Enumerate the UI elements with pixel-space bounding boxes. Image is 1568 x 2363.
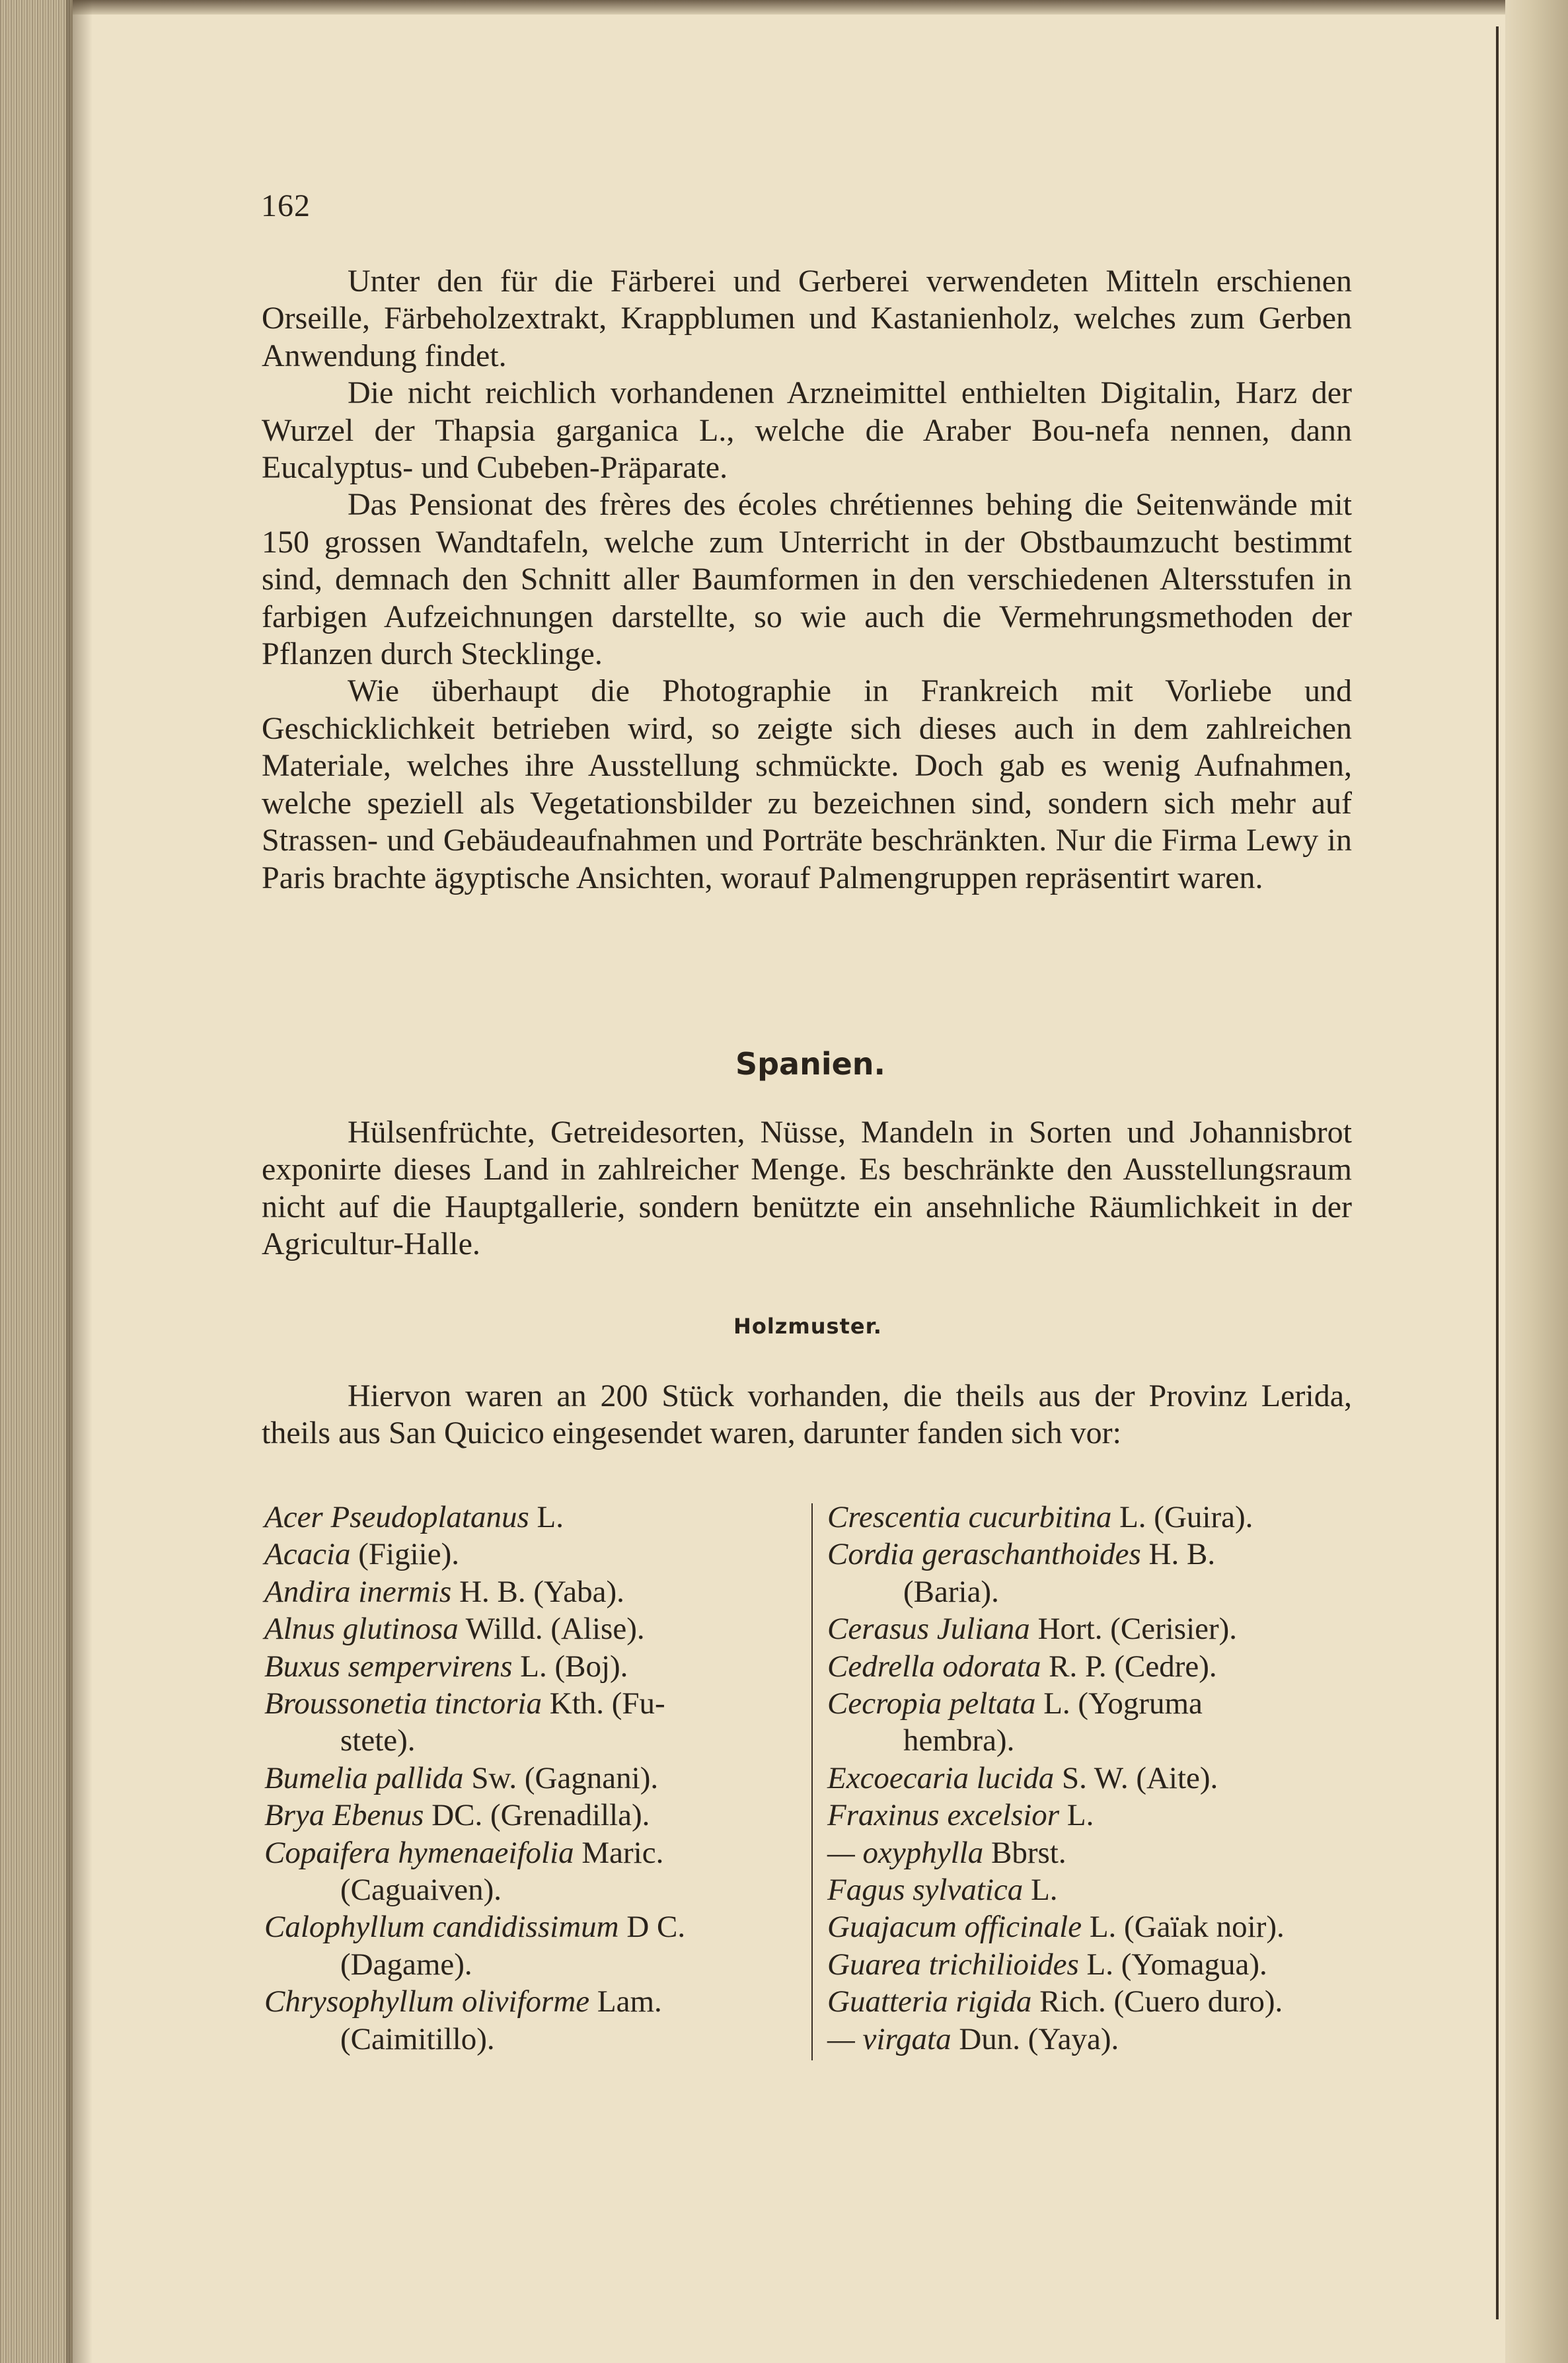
species-entry-continuation: (Baria). bbox=[903, 1574, 999, 1609]
species-details: Maric. bbox=[574, 1835, 664, 1870]
page-number: 162 bbox=[261, 188, 311, 223]
species-name: Fraxinus excelsior bbox=[827, 1798, 1060, 1833]
species-entry bbox=[264, 1648, 793, 1685]
species-entry bbox=[827, 1648, 1369, 1685]
text-block-spanien bbox=[262, 1114, 1352, 1263]
species-name: Bumelia pallida bbox=[264, 1760, 464, 1795]
species-details: Hort. (Cerisier). bbox=[1029, 1612, 1238, 1647]
species-entry bbox=[264, 1983, 793, 2020]
species-name: — virgata bbox=[827, 2021, 952, 2056]
species-name: Fagus sylvatica bbox=[827, 1873, 1024, 1908]
species-entry bbox=[827, 1834, 1369, 1871]
species-name: Cordia geraschanthoides bbox=[827, 1537, 1141, 1572]
species-details: (Figiie). bbox=[350, 1537, 459, 1572]
species-list-right bbox=[827, 1499, 1369, 2058]
species-details: Bbrst. bbox=[983, 1835, 1066, 1870]
species-name: Chrysophyllum oliviforme bbox=[264, 1984, 590, 2019]
species-name: Guajacum officinale bbox=[827, 1910, 1082, 1945]
species-entry bbox=[827, 1871, 1369, 1908]
species-details: H. B. (Yaba). bbox=[451, 1574, 624, 1609]
subsection-heading-holzmuster: Holzmuster. bbox=[733, 1314, 882, 1339]
species-details: Sw. (Gagnani). bbox=[463, 1760, 659, 1795]
species-entry bbox=[827, 1908, 1369, 1945]
species-name: Cedrella odorata bbox=[827, 1649, 1041, 1684]
species-details: L. (Boj). bbox=[512, 1649, 628, 1684]
species-entry bbox=[264, 1685, 793, 1722]
species-details: L. bbox=[1023, 1873, 1058, 1908]
species-entry bbox=[827, 1797, 1369, 1834]
species-name: Guatteria rigida bbox=[827, 1984, 1032, 2019]
species-entry-continuation: stete). bbox=[340, 1723, 416, 1758]
species-name: — oxyphylla bbox=[827, 1835, 984, 1870]
species-name: Broussonetia tinctoria bbox=[264, 1686, 542, 1721]
species-name: Cerasus Juliana bbox=[827, 1612, 1030, 1647]
species-entry bbox=[827, 1685, 1369, 1722]
paragraph: Die nicht reichlich vorhandenen Arzneimittel enthielten Digitalin, Harz der Wurzel der Thapsia garganica L., welche die Araber Bou-nefa nennen, dann Eucalyptus- und Cubeben-Präparate. bbox=[262, 375, 1352, 486]
species-details: L. bbox=[1059, 1798, 1094, 1833]
species-details: S. W. (Aite). bbox=[1054, 1760, 1218, 1795]
species-details: L. (Yogruma bbox=[1035, 1686, 1203, 1721]
species-entry bbox=[264, 1610, 793, 1647]
species-details: Rich. (Cuero duro). bbox=[1031, 1984, 1283, 2019]
species-entry bbox=[827, 1610, 1369, 1647]
species-entry bbox=[827, 1499, 1369, 1536]
species-details: Kth. (Fu- bbox=[541, 1686, 665, 1721]
species-name: Brya Ebenus bbox=[264, 1798, 424, 1833]
species-name: Andira inermis bbox=[264, 1574, 452, 1609]
species-details: L. (Guira). bbox=[1111, 1500, 1253, 1534]
paragraph: Unter den für die Färberei und Gerberei verwendeten Mitteln erschienen Orseille, Färbeholzextrakt, Krappblumen und Kastanienholz, welches zum Gerben Anwendung findet. bbox=[262, 264, 1352, 373]
species-name: Acacia bbox=[264, 1537, 351, 1572]
species-entry bbox=[264, 1760, 793, 1797]
species-entry bbox=[264, 1797, 793, 1834]
species-details: Dun. (Yaya). bbox=[951, 2021, 1119, 2056]
species-details: L. (Gaïak noir). bbox=[1082, 1910, 1285, 1945]
species-details: Lam. bbox=[589, 1984, 662, 2019]
species-entry bbox=[827, 1760, 1369, 1797]
species-name: Calophyllum candidissimum bbox=[264, 1910, 619, 1945]
species-name: Excoecaria lucida bbox=[827, 1760, 1055, 1795]
species-details: L. (Yomagua). bbox=[1078, 1947, 1267, 1982]
species-entry bbox=[264, 1834, 793, 1871]
species-entry-continuation: (Caimitillo). bbox=[340, 2021, 495, 2056]
species-details: L. bbox=[529, 1500, 564, 1534]
species-entry bbox=[264, 1908, 793, 1945]
species-name: Buxus sempervirens bbox=[264, 1649, 513, 1684]
paragraph: Hülsenfrüchte, Getreidesorten, Nüsse, Mandeln in Sorten und Johannisbrot exponirte dieses Land in zahlreicher Menge. Es beschränkte den Ausstellungsraum nicht auf die Hauptgallerie, sondern benützte ein ansehnliche Räumlichkeit in der Agricultur-Halle. bbox=[262, 1115, 1352, 1262]
species-entry bbox=[264, 1536, 793, 1573]
section-heading-spanien: Spanien. bbox=[735, 1046, 886, 1082]
paragraph: Hiervon waren an 200 Stück vorhanden, die theils aus der Provinz Lerida, theils aus San Quicico eingesendet waren, darunter fanden sich vor: bbox=[262, 1378, 1352, 1451]
paragraph: Wie überhaupt die Photographie in Frankreich mit Vorliebe und Geschicklichkeit betrieben wird, so zeigte sich dieses auch in dem zahlreichen Materiale, welches ihre Ausstellung schmückte. Doch gab es wenig Aufnahmen, welche speziell als Vegetationsbilder zu bezeichnen sind, sondern sich mehr auf Strassen- und Gebäudeaufnahmen und Porträte beschränkten. Nur die Firma Lewy in Paris brachte ägyptische Ansichten, worauf Palmengruppen repräsentirt waren. bbox=[262, 673, 1352, 895]
species-name: Copaifera hymenaeifolia bbox=[264, 1835, 574, 1870]
species-entry-continuation: (Dagame). bbox=[340, 1947, 472, 1982]
species-details: DC. (Grenadilla). bbox=[424, 1798, 650, 1833]
species-details: R. P. (Cedre). bbox=[1041, 1649, 1217, 1684]
species-details: Willd. (Alise). bbox=[458, 1612, 645, 1647]
paragraph: Das Pensionat des frères des écoles chrétiennes behing die Seitenwände mit 150 grossen Wandtafeln, welche zum Unterricht in der Obstbaumzucht bestimmt sind, demnach den Schnitt aller Baumformen in den verschiedenen Altersstufen in farbigen Aufzeichnungen darstellte, so wie auch die Vermehrungsmethoden der Pflanzen durch Stecklinge. bbox=[262, 487, 1352, 672]
species-entry bbox=[827, 1946, 1369, 1983]
species-details: H. B. bbox=[1140, 1537, 1216, 1572]
species-entry bbox=[827, 2021, 1369, 2058]
species-name: Guarea trichilioides bbox=[827, 1947, 1079, 1982]
species-entry bbox=[827, 1536, 1369, 1573]
species-entry-continuation: hembra). bbox=[903, 1723, 1015, 1758]
species-details: D C. bbox=[618, 1910, 686, 1945]
species-name: Cecropia peltata bbox=[827, 1686, 1036, 1721]
species-name: Crescentia cucurbitina bbox=[827, 1500, 1112, 1534]
species-entry bbox=[264, 1499, 793, 1536]
species-name: Acer Pseudoplatanus bbox=[264, 1500, 529, 1534]
species-entry bbox=[827, 1983, 1369, 2020]
column-divider bbox=[811, 1503, 813, 2060]
species-entry-continuation: (Caguaiven). bbox=[340, 1873, 502, 1908]
species-entry bbox=[264, 1573, 793, 1610]
species-list-left bbox=[264, 1499, 793, 2058]
text-block-top bbox=[262, 263, 1352, 897]
species-name: Alnus glutinosa bbox=[264, 1612, 459, 1647]
text-block-holzmuster bbox=[262, 1378, 1352, 1452]
